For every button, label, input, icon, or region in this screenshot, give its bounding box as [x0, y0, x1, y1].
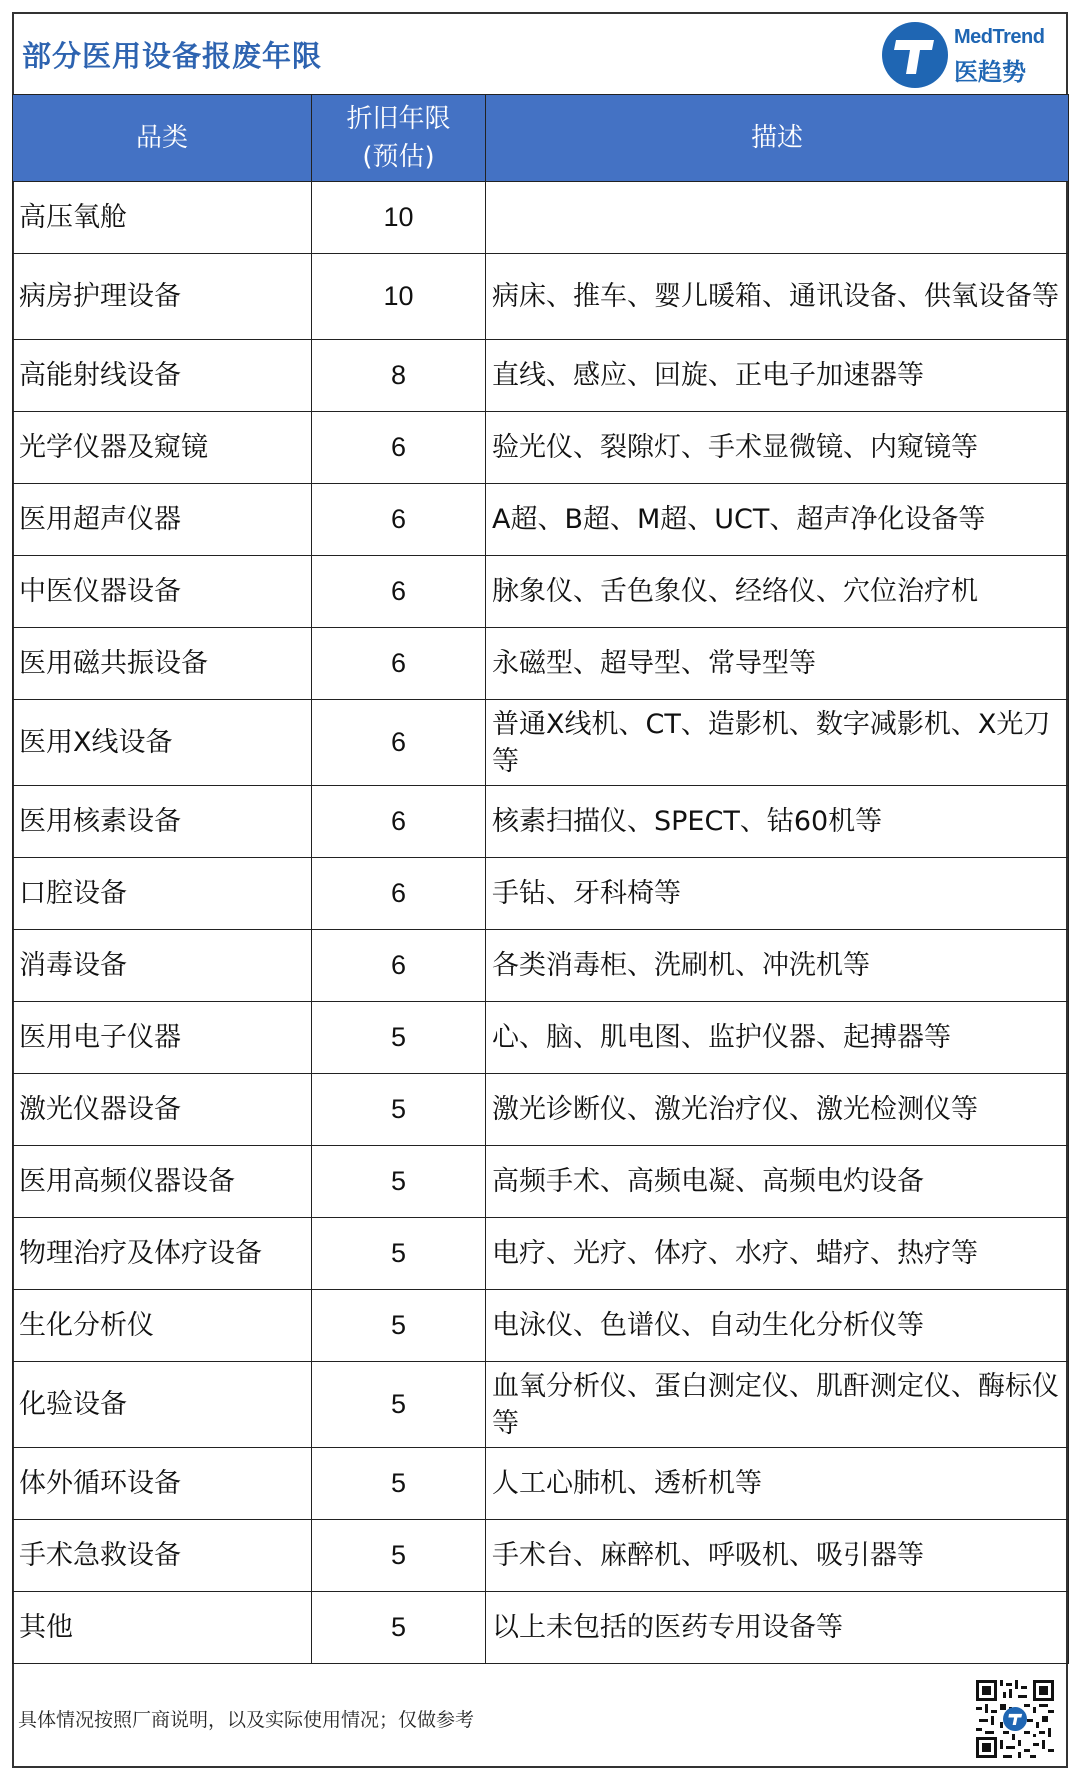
category-cell: 手术急救设备: [13, 1520, 312, 1592]
table-header-row: [13, 95, 1069, 182]
category-cell: 光学仪器及窥镜: [13, 412, 312, 484]
table-row: [13, 556, 1069, 628]
table-row: [13, 858, 1069, 930]
description-cell: 核素扫描仪、SPECT、钴60机等: [486, 786, 1069, 858]
table-row: [13, 412, 1069, 484]
category-cell: 医用超声仪器: [13, 484, 312, 556]
category-cell: 医用磁共振设备: [13, 628, 312, 700]
category-cell: 高能射线设备: [13, 340, 312, 412]
category-cell: 物理治疗及体疗设备: [13, 1218, 312, 1290]
category-cell: 医用高频仪器设备: [13, 1146, 312, 1218]
header-years: [312, 95, 486, 182]
category-cell: 化验设备: [13, 1362, 312, 1448]
page-title: 部分医用设备报废年限: [22, 39, 323, 73]
category-cell: 病房护理设备: [13, 254, 312, 340]
footer: [12, 1668, 1068, 1768]
years-cell: 8: [312, 340, 486, 412]
header-years-line1: 折旧年限: [346, 104, 451, 134]
table-row: [13, 628, 1069, 700]
years-cell: 5: [312, 1448, 486, 1520]
description-cell: 激光诊断仪、激光治疗仪、激光检测仪等: [486, 1074, 1069, 1146]
description-cell: 人工心肺机、透析机等: [486, 1448, 1069, 1520]
years-cell: 5: [312, 1290, 486, 1362]
description-cell: 手术台、麻醉机、呼吸机、吸引器等: [486, 1520, 1069, 1592]
category-cell: 生化分析仪: [13, 1290, 312, 1362]
years-cell: 6: [312, 556, 486, 628]
description-cell: A超、B超、M超、UCT、超声净化设备等: [486, 484, 1069, 556]
logo-text-en: MedTrend: [954, 26, 1045, 48]
years-cell: 6: [312, 412, 486, 484]
description-cell: 高频手术、高频电凝、高频电灼设备: [486, 1146, 1069, 1218]
table-row: [13, 1592, 1069, 1664]
table-row: [13, 1146, 1069, 1218]
description-cell: 电疗、光疗、体疗、水疗、蜡疗、热疗等: [486, 1218, 1069, 1290]
years-cell: 10: [312, 182, 486, 254]
description-cell: 直线、感应、回旋、正电子加速器等: [486, 340, 1069, 412]
table-row: [13, 1520, 1069, 1592]
table-row: [13, 1074, 1069, 1146]
years-cell: 6: [312, 930, 486, 1002]
description-cell: 验光仪、裂隙灯、手术显微镜、内窥镜等: [486, 412, 1069, 484]
description-cell: 手钻、牙科椅等: [486, 858, 1069, 930]
category-cell: 中医仪器设备: [13, 556, 312, 628]
description-cell: 心、脑、肌电图、监护仪器、起搏器等: [486, 1002, 1069, 1074]
table-row: [13, 1362, 1069, 1448]
footer-note: 具体情况按照厂商说明，以及实际使用情况；仅做参考: [18, 1709, 475, 1731]
header-category: 品类: [13, 95, 312, 182]
table-row: [13, 700, 1069, 786]
logo-text-cn: 医趋势: [954, 58, 1026, 86]
years-cell: 5: [312, 1002, 486, 1074]
table-row: [13, 1218, 1069, 1290]
category-cell: 体外循环设备: [13, 1448, 312, 1520]
table-row: [13, 1002, 1069, 1074]
qr-code-icon: [976, 1680, 1054, 1758]
category-cell: 医用电子仪器: [13, 1002, 312, 1074]
table-row: [13, 786, 1069, 858]
years-cell: 6: [312, 628, 486, 700]
category-cell: 高压氧舱: [13, 182, 312, 254]
years-cell: 5: [312, 1592, 486, 1664]
header-description: 描述: [486, 95, 1069, 182]
table-body: [13, 182, 1069, 1664]
years-cell: 5: [312, 1074, 486, 1146]
description-cell: 病床、推车、婴儿暖箱、通讯设备、供氧设备等: [486, 254, 1069, 340]
years-cell: 6: [312, 786, 486, 858]
description-cell: 血氧分析仪、蛋白测定仪、肌酐测定仪、酶标仪等: [486, 1362, 1069, 1448]
category-cell: 消毒设备: [13, 930, 312, 1002]
category-cell: 口腔设备: [13, 858, 312, 930]
table-row: [13, 484, 1069, 556]
table-row: [13, 182, 1069, 254]
years-cell: 5: [312, 1218, 486, 1290]
description-cell: 电泳仪、色谱仪、自动生化分析仪等: [486, 1290, 1069, 1362]
category-cell: 激光仪器设备: [13, 1074, 312, 1146]
logo-t-icon: [882, 22, 948, 88]
scrap-period-table: [12, 94, 1069, 1664]
title-bar: [14, 14, 1066, 94]
header-years-line2: (预估): [362, 142, 435, 172]
table-row: [13, 340, 1069, 412]
years-cell: 5: [312, 1520, 486, 1592]
years-cell: 5: [312, 1146, 486, 1218]
years-cell: 5: [312, 1362, 486, 1448]
description-cell: 普通X线机、CT、造影机、数字减影机、X光刀等: [486, 700, 1069, 786]
category-cell: 其他: [13, 1592, 312, 1664]
category-cell: 医用核素设备: [13, 786, 312, 858]
table-row: [13, 1290, 1069, 1362]
description-cell: [486, 182, 1069, 254]
years-cell: 10: [312, 254, 486, 340]
years-cell: 6: [312, 484, 486, 556]
years-cell: 6: [312, 858, 486, 930]
description-cell: 以上未包括的医药专用设备等: [486, 1592, 1069, 1664]
description-cell: 脉象仪、舌色象仪、经络仪、穴位治疗机: [486, 556, 1069, 628]
category-cell: 医用X线设备: [13, 700, 312, 786]
table-row: [13, 930, 1069, 1002]
medtrend-logo: [882, 20, 1052, 90]
description-cell: 永磁型、超导型、常导型等: [486, 628, 1069, 700]
description-cell: 各类消毒柜、洗刷机、冲洗机等: [486, 930, 1069, 1002]
table-row: [13, 254, 1069, 340]
years-cell: 6: [312, 700, 486, 786]
table-row: [13, 1448, 1069, 1520]
